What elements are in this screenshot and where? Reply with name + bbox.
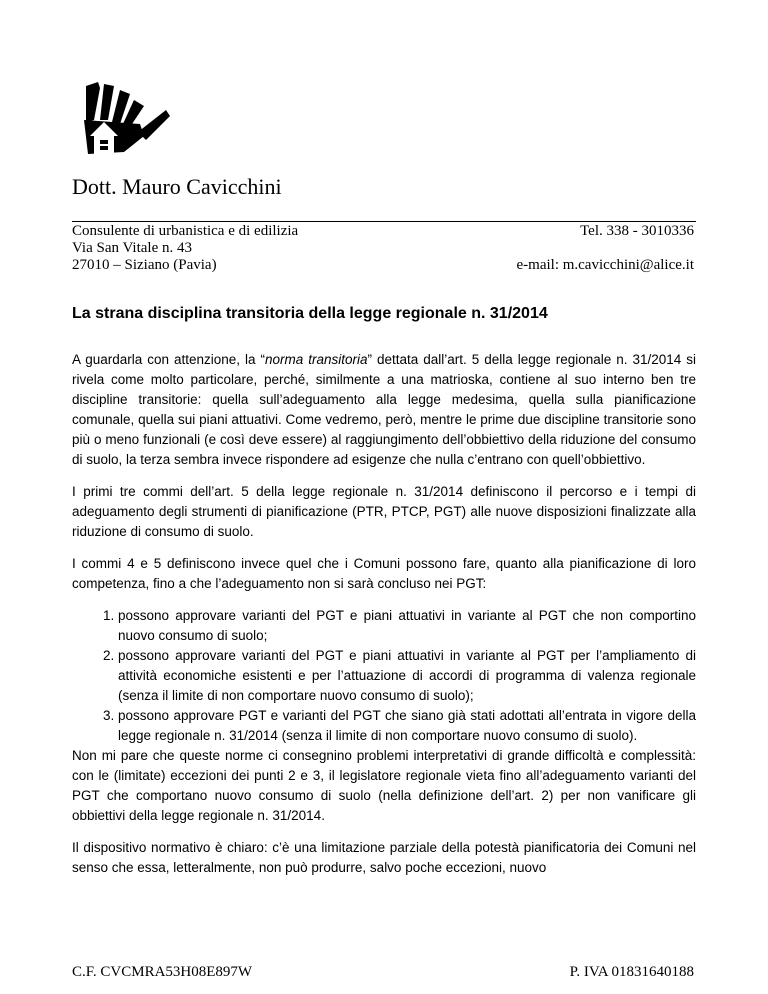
paragraph-2: I primi tre commi dell’art. 5 della legge regionale n. 31/2014 definiscono il percorso e i tempi di adeguamento degli strumenti di pianificazione (PTR, PTCP, PGT) alle nuove disposizioni finalizzate alla riduzione di consumo di suolo. bbox=[72, 484, 696, 539]
paragraph-3: I commi 4 e 5 definiscono invece quel che i Comuni possono fare, quanto alla pianificazione di loro competenza, fino a che l’adeguamento non si sarà concluso nei PGT: bbox=[72, 556, 696, 591]
paragraph-1-text-a: A guardarla con attenzione, la “ bbox=[72, 352, 265, 367]
tax-code: C.F. CVCMRA53H08E897W bbox=[72, 964, 253, 980]
paragraph-5: Il dispositivo normativo è chiaro: c’è una limitazione parziale della potestà pianificatoria dei Comuni nel senso che essa, letteralmente, non può produrre, salvo poche eccezioni, nuovo bbox=[72, 840, 696, 875]
profession-line: Consulente di urbanistica e di edilizia bbox=[72, 223, 299, 239]
hand-house-icon bbox=[78, 80, 170, 160]
list-item: 1. possono approvare varianti del PGT e piani attuativi in variante al PGT che non comportino nuovo consumo di suolo; bbox=[118, 606, 696, 646]
contact-block bbox=[517, 223, 695, 274]
street-line: Via San Vitale n. 43 bbox=[72, 240, 192, 256]
author-name: Dott. Mauro Cavicchini bbox=[72, 174, 282, 199]
header-divider bbox=[72, 221, 696, 222]
phone-number: Tel. 338 - 3010336 bbox=[580, 223, 694, 239]
numbered-list bbox=[72, 606, 696, 746]
paragraph-1-emphasis: norma transitoria bbox=[265, 352, 368, 367]
email-address: e-mail: m.cavicchini@alice.it bbox=[516, 257, 694, 273]
paragraph-1 bbox=[72, 350, 696, 470]
list-item: 2. possono approvare varianti del PGT e piani attuativi in variante al PGT per l’ampliamento di attività economiche esistenti e per l’attuazione di accordi di programma di valenza regionale (senza il limite di non comportare nuovo consumo di suolo); bbox=[118, 646, 696, 706]
vat-number: P. IVA 01831640188 bbox=[569, 964, 694, 980]
paragraph-4: Non mi pare che queste norme ci consegnino problemi interpretativi di grande difficoltà e complessità: con le (limitate) eccezioni dei punti 2 e 3, il legislatore regionale vieta fino all’adeguamento varianti del PGT che comportano nuovo consumo di suolo (nella definizione dell’art. 2) per non vanificare gli obbiettivi della legge regionale n. 31/2014. bbox=[72, 748, 696, 823]
paragraph-1-text-b: ” dettata dall’art. 5 della legge regionale n. 31/2014 si rivela come molto particolare, perché, similmente a una matrioska, contiene al suo interno ben tre discipline transitorie: quella sull’adeguamento alla legge medesima, quella sulla pianificazione comunale, quella sui piani attuativi. Come vedremo, però, mentre le prime due discipline transitorie sono più o meno funzionali (e così deve essere) al raggiungimento dell’obbiettivo della riduzione del consumo di suolo, la terza sembra invece rispondere ad esigenze che nulla c’entrano con quell’obbiettivo. bbox=[72, 352, 696, 467]
list-item: 3. possono approvare PGT e varianti del PGT che siano già stati adottati all’entrata in vigore della legge regionale n. 31/2014 (senza il limite di non comportare nuovo consumo di suolo). bbox=[118, 706, 696, 746]
address-block bbox=[72, 223, 298, 274]
city-line: 27010 – Siziano (Pavia) bbox=[72, 257, 217, 273]
document-body bbox=[72, 350, 696, 890]
document-title: La strana disciplina transitoria della legge regionale n. 31/2014 bbox=[72, 305, 548, 322]
